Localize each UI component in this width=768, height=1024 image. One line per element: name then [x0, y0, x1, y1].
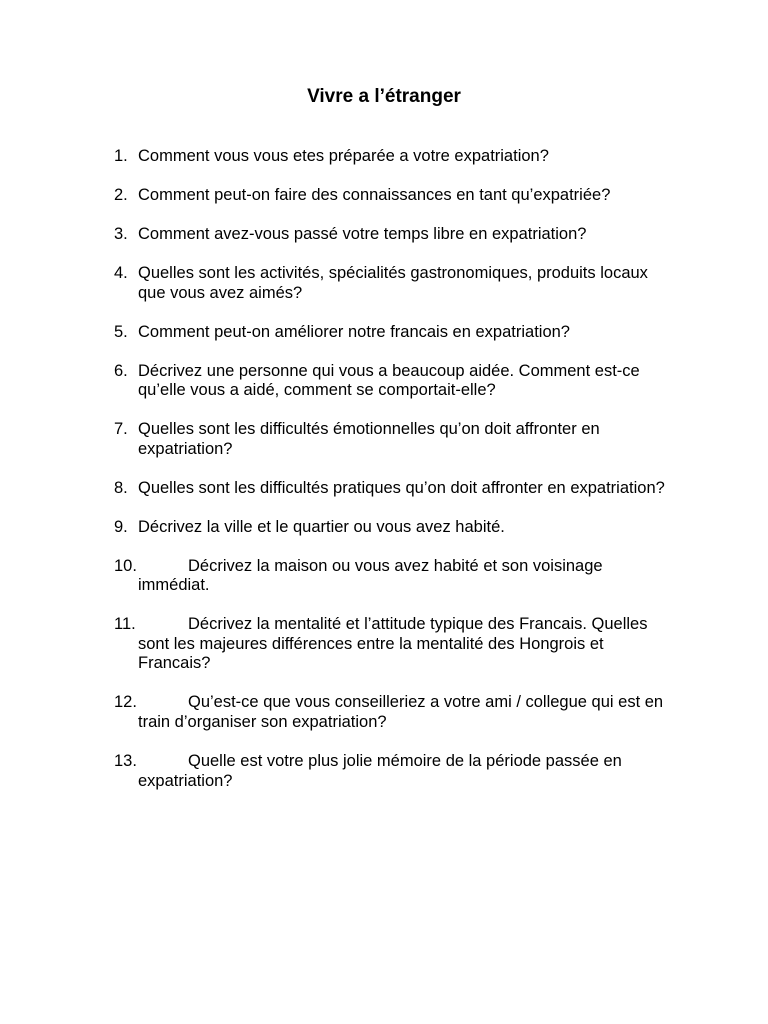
question-item	[0, 323, 768, 343]
question-number: 10.	[114, 556, 137, 575]
question-number: 2.	[114, 185, 128, 204]
question-item	[0, 615, 768, 674]
page-title: Vivre a l’étranger	[307, 86, 461, 107]
question-number: 13.	[114, 751, 137, 770]
question-item	[0, 693, 768, 732]
question-text: Qu’est-ce que vous conseilleriez a votre ami / collegue qui est en train d’organiser son expatriation?	[138, 693, 664, 731]
question-item	[0, 225, 768, 245]
question-number: 3.	[114, 224, 128, 243]
question-text: Décrivez la mentalité et l’attitude typique des Francais. Quelles sont les majeures différences entre la mentalité des Hongrois et Francais?	[138, 615, 648, 673]
question-item	[0, 147, 768, 167]
question-number: 9.	[114, 517, 128, 536]
question-number: 4.	[114, 263, 128, 282]
question-text: Comment vous vous etes préparée a votre expatriation?	[138, 147, 549, 165]
question-item	[0, 752, 768, 791]
question-item	[0, 420, 768, 459]
question-number: 5.	[114, 322, 128, 341]
question-number: 6.	[114, 361, 128, 380]
question-list	[0, 147, 768, 811]
question-item	[0, 362, 768, 401]
question-item	[0, 264, 768, 303]
question-text: Quelle est votre plus jolie mémoire de la période passée en expatriation?	[138, 751, 622, 790]
question-text: Comment peut-on faire des connaissances en tant qu’expatriée?	[138, 185, 611, 204]
question-text: Décrivez la ville et le quartier ou vous avez habité.	[138, 517, 505, 536]
question-text: Décrivez la maison ou vous avez habité et son voisinage immédiat.	[138, 556, 603, 595]
question-text: Décrivez une personne qui vous a beaucoup aidée. Comment est-ce qu’elle vous a aidé, comment se comportait-elle?	[138, 361, 640, 400]
question-number: 8.	[114, 478, 128, 497]
question-number: 7.	[114, 420, 128, 439]
question-number: 1.	[114, 147, 128, 165]
question-item	[0, 186, 768, 206]
question-text: Comment avez-vous passé votre temps libre en expatriation?	[138, 224, 587, 243]
question-text: Quelles sont les activités, spécialités gastronomiques, produits locaux que vous avez aimés?	[138, 263, 648, 302]
question-item	[0, 518, 768, 538]
question-number: 12.	[114, 693, 137, 712]
question-text: Quelles sont les difficultés émotionnelles qu’on doit affronter en expatriation?	[138, 420, 600, 458]
question-item	[0, 479, 768, 499]
question-text: Comment peut-on améliorer notre francais en expatriation?	[138, 322, 570, 341]
question-item	[0, 557, 768, 596]
question-text: Quelles sont les difficultés pratiques qu’on doit affronter en expatriation?	[138, 478, 665, 497]
question-number: 11.	[114, 615, 136, 634]
